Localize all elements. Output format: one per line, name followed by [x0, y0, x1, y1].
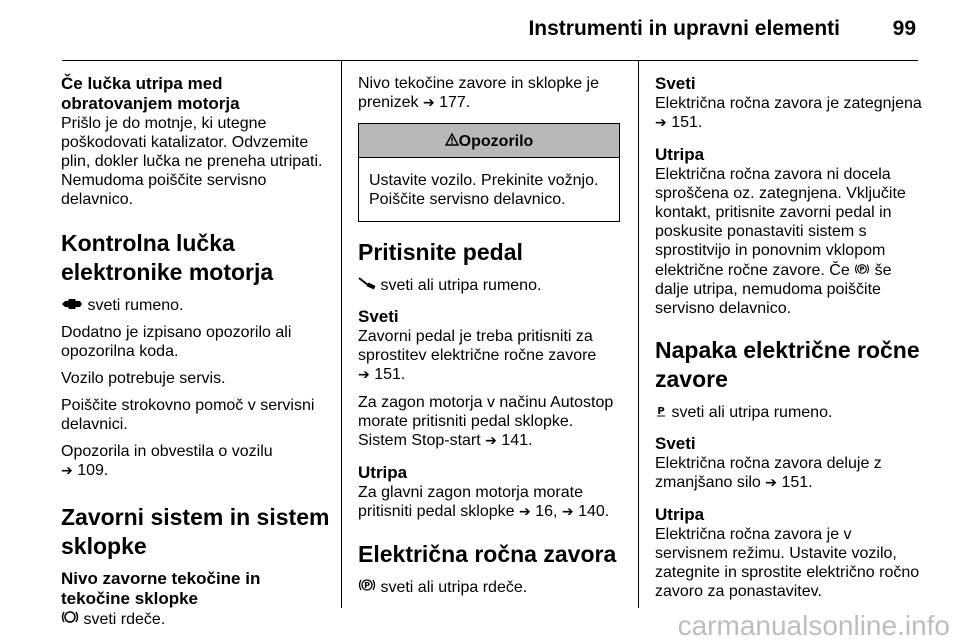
section-heading: Če lučka utripa med obratovanjem motorja — [61, 74, 240, 113]
paragraph: Električna ročna zavora ni docela sproščena oz. zategnjena. Vključite kontakt, pritisnite zavorni pedal in poskusite ponastaviti sistem s sprostitvijo in ponovnim vklopom električne ročne zavore. Če P še dalje utripa, nemudoma poiščite servisno delavnico. — [655, 166, 906, 317]
section-heading: Utripa — [655, 145, 705, 164]
xref-arrow-icon: ➔ — [518, 504, 531, 520]
page-header-title: Instrumenti in upravni elementi — [528, 17, 840, 40]
page-ref-link[interactable]: 16, — [535, 503, 558, 520]
indicator-line: sveti rumeno. — [61, 295, 333, 315]
page-number: 99 — [892, 17, 916, 40]
section-title: Električna ročna zavora — [358, 541, 617, 567]
section-title: Kontrolna lučka elektronike motorja — [61, 230, 274, 285]
pedal-icon — [358, 275, 376, 294]
indicator-line: sveti rdeče. — [61, 609, 333, 629]
column-2 — [358, 74, 620, 605]
section-title: Napaka električne ročne zavore — [655, 337, 920, 392]
xref-arrow-icon: ➔ — [61, 463, 73, 479]
section-heading: Utripa — [358, 463, 408, 482]
page-ref-link[interactable]: 151. — [671, 114, 703, 131]
section-title: Pritisnite pedal — [358, 239, 523, 265]
section-title: Zavorni sistem in sistem sklopke — [61, 504, 330, 559]
xref-arrow-icon: ➔ — [655, 115, 667, 131]
paragraph: Opozorila in obvestila o vozilu ➔ 109. — [61, 443, 273, 479]
xref-arrow-icon: ➔ — [485, 433, 497, 449]
engine-icon — [61, 295, 83, 314]
column-1 — [61, 74, 333, 637]
paragraph: Nivo tekočine zavore in sklopke je prenizek ➔ 177. — [358, 75, 600, 111]
xref-arrow-icon: ➔ — [765, 475, 778, 491]
section-heading: Sveti — [358, 307, 399, 326]
indicator-line: sveti ali utripa rumeno. — [358, 275, 620, 295]
indicator-line: P sveti ali utripa rumeno. — [655, 402, 925, 422]
xref-arrow-icon: ➔ — [422, 95, 435, 111]
warning-body: Ustavite vozilo. Prekinite vožnjo. Poiščite servisno delavnico. — [359, 158, 619, 221]
warning-header: Opozorilo — [359, 124, 619, 158]
xref-arrow-icon: ➔ — [561, 504, 574, 520]
brake-fluid-icon — [61, 609, 79, 628]
svg-text:P: P — [657, 406, 665, 417]
page-header — [0, 0, 960, 58]
column-3 — [655, 74, 925, 609]
section-heading: Sveti — [655, 434, 696, 453]
paragraph: Vozilo potrebuje servis. — [61, 370, 226, 387]
parking-brake-icon — [358, 577, 376, 596]
paragraph: Za zagon motorja v načinu Autostop morate pritisniti pedal sklopke. Sistem Stop-start ➔ 141. — [358, 394, 614, 449]
section-heading: Utripa — [655, 505, 705, 524]
svg-text:P: P — [364, 581, 370, 590]
column-divider-1 — [341, 60, 342, 608]
warning-box — [358, 123, 620, 222]
page-ref-link[interactable]: 140. — [578, 503, 610, 520]
svg-text:P: P — [859, 265, 865, 274]
paragraph: Za glavni zagon motorja morate pritisniti pedal sklopke ➔ 16, ➔ 140. — [358, 484, 610, 520]
parking-brake-icon — [854, 260, 870, 279]
paragraph: Dodatno je izpisano opozorilo ali opozorilna koda. — [61, 324, 292, 360]
paragraph: Zavorni pedal je treba pritisniti za sprostitev električne ročne zavore ➔ 151. — [358, 328, 597, 383]
paragraph: Električna ročna zavora je zategnjena ➔ 151. — [655, 95, 922, 131]
page-ref-link[interactable]: 151. — [374, 366, 406, 383]
header-rule — [62, 60, 918, 61]
xref-arrow-icon: ➔ — [358, 367, 370, 383]
page-ref-link[interactable]: 177. — [439, 94, 471, 111]
page-ref-link[interactable]: 141. — [501, 432, 533, 449]
paragraph: Električna ročna zavora je v servisnem režimu. Ustavite vozilo, zategnite in sprostite električno ročno zavoro za ponastavitev. — [655, 526, 920, 600]
paragraph: Električna ročna zavora deluje z zmanjšano silo ➔ 151. — [655, 455, 882, 491]
indicator-line: P sveti ali utripa rdeče. — [358, 577, 620, 597]
watermark: carmanualsonline.info — [677, 610, 950, 641]
paragraph: Poiščite strokovno pomoč v servisni delavnici. — [61, 397, 315, 433]
section-heading: Nivo zavorne tekočine in tekočine sklopke — [61, 569, 261, 608]
warning-icon — [445, 124, 459, 157]
parking-brake-fault-icon — [655, 402, 667, 421]
section-body: Prišlo je do motnje, ki utegne poškodovati katalizator. Odvzemite plin, dokler lučka ne preneha utripati. Nemudoma poiščite servisno delavnico. — [61, 115, 323, 208]
column-divider-2 — [638, 60, 639, 608]
section-heading: Sveti — [655, 74, 696, 93]
page-ref-link[interactable]: 151. — [781, 474, 813, 491]
page-ref-link[interactable]: 109. — [77, 462, 109, 479]
